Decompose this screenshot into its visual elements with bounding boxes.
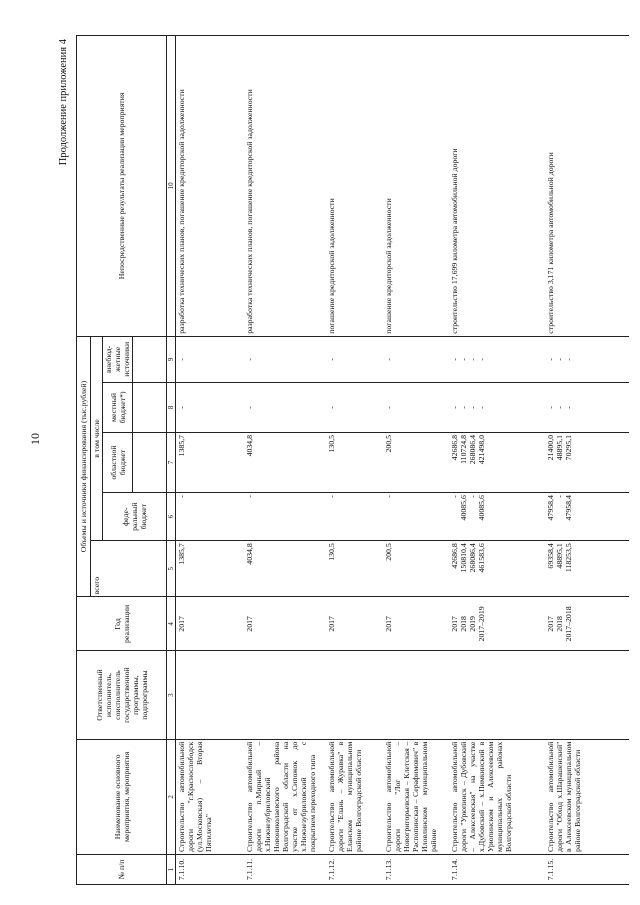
- total-cell: [383, 541, 449, 597]
- total-cell-value: 4034,8: [244, 543, 254, 565]
- header-local: местный бюджет*): [103, 382, 133, 432]
- local-cell-value: -: [545, 406, 555, 409]
- header-regional: областной бюджет: [103, 432, 133, 492]
- column-number-row: [167, 36, 176, 885]
- year-cell-value: 2017–2019: [476, 606, 486, 642]
- extrabudget-cell: [449, 336, 545, 382]
- header-total: всего: [91, 541, 167, 597]
- local-cell: [383, 382, 449, 432]
- regional-cell-value: 42686,8: [449, 434, 459, 461]
- year-cell-value: 2017: [326, 616, 336, 632]
- header-funding: Объемы и источники финансирования (тыс.рублей): [77, 336, 91, 597]
- local-cell-value: -: [326, 406, 336, 409]
- executor-cell: [545, 651, 629, 739]
- local-cell-value: -: [563, 406, 573, 409]
- result-cell: строительство 17,699 километра автомобильной дороги: [449, 36, 545, 337]
- result-cell: погашение кредиторской задолженности: [383, 36, 449, 337]
- executor-cell: [176, 651, 244, 739]
- federal-cell-value: 40085,6: [458, 495, 468, 521]
- federal-cell-value: -: [177, 495, 186, 498]
- table-body: [176, 36, 629, 885]
- total-cell: [244, 541, 326, 597]
- total-cell: [176, 541, 244, 597]
- extrabudget-cell-value: -: [545, 358, 555, 361]
- regional-cell: [244, 432, 326, 492]
- federal-cell: [244, 493, 326, 541]
- header-extrabudget: внебюд-жетные источники: [103, 336, 133, 382]
- measure-name: Строительство автомобильной дороги "Обход х.Шарашенский" в Алексеевском муниципальном районе Волгоградской области: [545, 739, 629, 854]
- local-cell: [176, 382, 244, 432]
- total-cell: [545, 541, 629, 597]
- regional-cell: [545, 432, 629, 492]
- extrabudget-cell-value: -: [563, 358, 573, 361]
- regional-cell-value: 200,5: [383, 434, 393, 453]
- executor-cell: [383, 651, 449, 739]
- year-cell-value: 2017–2018: [563, 606, 573, 642]
- total-cell-value: 69358,4: [545, 543, 555, 569]
- federal-cell-value: -: [244, 495, 254, 498]
- extrabudget-cell-value: -: [326, 358, 336, 361]
- year-cell-value: 2017: [177, 616, 186, 632]
- extrabudget-cell-value: -: [449, 358, 459, 361]
- header-including: в том числе: [91, 336, 103, 540]
- year-cell: [383, 597, 449, 651]
- regional-cell-value: 1385,7: [177, 434, 186, 457]
- column-number: 1: [167, 854, 176, 884]
- regional-cell: [176, 432, 244, 492]
- year-cell-value: 2017: [545, 616, 555, 632]
- local-cell-value: -: [449, 406, 459, 409]
- total-cell: [449, 541, 545, 597]
- total-cell-value: 1385,7: [177, 543, 186, 565]
- federal-cell: [383, 493, 449, 541]
- table-row: [176, 36, 244, 885]
- year-cell-value: 2017: [383, 616, 393, 632]
- year-cell-value: 2017: [449, 616, 459, 632]
- measure-name: Строительство автомобильной дороги п.Мирный – х.Нижнезубриловский Новониколаевского района Волгоградской области на участке от х.Сипожок до х.Нижнезубриловский с покрытием переходного типа: [244, 739, 326, 854]
- year-cell: [176, 597, 244, 651]
- extrabudget-cell-value: -: [554, 358, 564, 361]
- federal-cell: [449, 493, 545, 541]
- column-number: 7: [167, 432, 176, 492]
- year-cell-value: 2017: [244, 616, 254, 632]
- extrabudget-cell-value: -: [383, 358, 393, 361]
- column-number: 4: [167, 597, 176, 651]
- total-cell-value: 48895,1: [554, 543, 564, 569]
- column-number: 3: [167, 651, 176, 739]
- extrabudget-cell: [176, 336, 244, 382]
- extrabudget-cell: [326, 336, 383, 382]
- extrabudget-cell: [383, 336, 449, 382]
- extrabudget-cell-value: -: [458, 358, 468, 361]
- regional-cell-value: 21400,0: [545, 434, 555, 461]
- page-number: 10: [28, 433, 42, 445]
- regional-cell: [449, 432, 545, 492]
- executor-cell: [326, 651, 383, 739]
- table-row: [383, 36, 449, 885]
- row-number: 7.1.11.: [244, 854, 326, 884]
- table-header: [77, 36, 176, 885]
- appendix-continuation-header: Продолжение приложения 4: [58, 39, 69, 166]
- row-number: 7.1.15.: [545, 854, 629, 884]
- local-cell-value: -: [458, 406, 468, 409]
- regional-cell: [383, 432, 449, 492]
- measure-name: Строительство автомобильной дороги "Урюпинск – Дубовский – Алексеевская" на участке х.Дубовский – х.Пимкинский в Урюпинском и Алексеевском муниципальных районах Волгоградской области: [449, 739, 545, 854]
- column-number: 6: [167, 493, 176, 541]
- total-cell-value: 200,5: [383, 543, 393, 561]
- table-row: [326, 36, 383, 885]
- federal-cell-value: 40085,6: [476, 495, 486, 521]
- header-federal: феде-ральный бюджет: [103, 493, 167, 541]
- executor-cell: [244, 651, 326, 739]
- table-row: [545, 36, 629, 885]
- header-result: Непосредственные результаты реализации мероприятия: [77, 36, 167, 337]
- result-cell: строительство 3,171 километра автомобильной дороги: [545, 36, 629, 337]
- federal-cell-value: -: [467, 495, 477, 498]
- extrabudget-cell: [545, 336, 629, 382]
- column-number: 5: [167, 541, 176, 597]
- regional-cell-value: 421498,0: [476, 434, 486, 465]
- federal-cell: [326, 493, 383, 541]
- result-cell: разработка технических планов, погашение кредиторской задолженности: [244, 36, 326, 337]
- local-cell-value: -: [476, 406, 486, 409]
- federal-cell-value: -: [326, 495, 336, 498]
- regional-cell-value: 4034,8: [244, 434, 254, 457]
- local-cell-value: -: [467, 406, 477, 409]
- extrabudget-cell-value: -: [177, 358, 186, 361]
- year-cell-value: 2018: [458, 616, 468, 632]
- measure-name: Строительство автомобильной дороги "г.Краснослободск (ул.Московская) – Вторая Пятилетка": [176, 739, 244, 854]
- extrabudget-cell: [244, 336, 326, 382]
- column-number: 8: [167, 382, 176, 432]
- total-cell: [326, 541, 383, 597]
- year-cell: [244, 597, 326, 651]
- year-cell: [545, 597, 629, 651]
- measure-name: Строительство автомобильной дороги "Елань – Журавка" в Еланском муниципальном районе Волгоградской области: [326, 739, 383, 854]
- header-no: № п/п: [77, 854, 167, 884]
- result-cell: разработка технических планов, погашение кредиторской задолженности: [176, 36, 244, 337]
- row-number: 7.1.12.: [326, 854, 383, 884]
- result-cell: погашение кредиторской задолженности: [326, 36, 383, 337]
- year-cell: [326, 597, 383, 651]
- header-executor: Ответственный исполнитель, соисполнитель государственной программы, подпрограммы: [77, 651, 167, 739]
- local-cell: [545, 382, 629, 432]
- executor-cell: [449, 651, 545, 739]
- total-cell-value: 461583,6: [476, 543, 486, 573]
- federal-cell-value: 47958,4: [563, 495, 573, 521]
- column-number: 9: [167, 336, 176, 382]
- federal-cell-value: -: [554, 495, 564, 498]
- measure-name: Строительство автомобильной дороги "Лог – Новогригорьевская – Клетская – Распопинская – Серафимович" в Иловлинском муниципальном районе: [383, 739, 449, 854]
- regional-cell: [326, 432, 383, 492]
- local-cell-value: -: [177, 406, 186, 409]
- table-row: [449, 36, 545, 885]
- extrabudget-cell-value: -: [244, 358, 254, 361]
- row-number: 7.1.13.: [383, 854, 449, 884]
- column-number: 10: [167, 36, 176, 337]
- row-number: 7.1.10.: [176, 854, 244, 884]
- regional-cell-value: 70295,1: [563, 434, 573, 461]
- total-cell-value: 118253,5: [563, 543, 573, 573]
- federal-cell-value: -: [383, 495, 393, 498]
- regional-cell-value: 110724,8: [458, 434, 468, 464]
- column-number: 2: [167, 739, 176, 854]
- regional-cell-value: 48895,1: [554, 434, 564, 461]
- header-name: Наименование основного мероприятия, мероприятия: [77, 739, 167, 854]
- local-cell: [449, 382, 545, 432]
- funding-table: [76, 35, 629, 885]
- extrabudget-cell-value: -: [476, 358, 486, 361]
- year-cell: [449, 597, 545, 651]
- federal-cell-value: -: [449, 495, 459, 498]
- rotated-page: [52, 35, 597, 885]
- local-cell-value: -: [554, 406, 564, 409]
- local-cell-value: -: [244, 406, 254, 409]
- year-cell-value: 2018: [554, 616, 564, 632]
- row-number: 7.1.14.: [449, 854, 545, 884]
- local-cell: [244, 382, 326, 432]
- header-year: Год реализации: [77, 597, 167, 651]
- year-cell-value: 2019: [467, 616, 477, 632]
- local-cell-value: -: [383, 406, 393, 409]
- federal-cell-value: 47958,4: [545, 495, 555, 521]
- regional-cell-value: 130,5: [326, 434, 336, 453]
- local-cell: [326, 382, 383, 432]
- federal-cell: [176, 493, 244, 541]
- total-cell-value: 150810,4: [458, 543, 468, 573]
- total-cell-value: 42686,8: [449, 543, 459, 569]
- total-cell-value: 268086,4: [467, 543, 477, 573]
- regional-cell-value: 268086,4: [467, 434, 477, 465]
- total-cell-value: 130,5: [326, 543, 336, 561]
- federal-cell: [545, 493, 629, 541]
- table-row: [244, 36, 326, 885]
- extrabudget-cell-value: -: [467, 358, 477, 361]
